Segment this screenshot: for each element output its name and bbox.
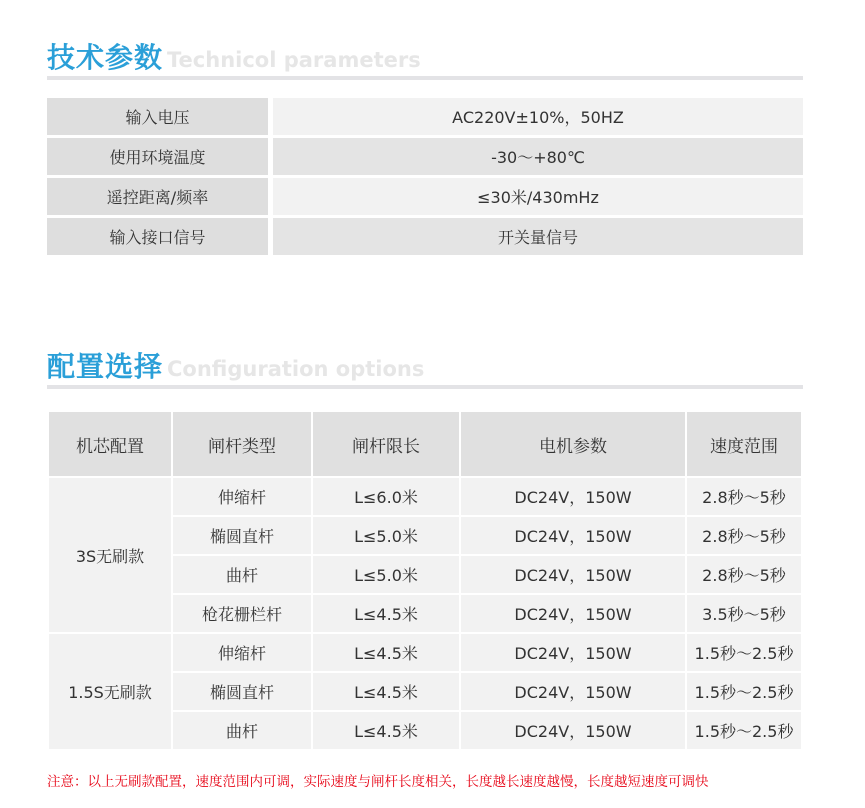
arm-type: 伸缩杆	[172, 477, 312, 516]
param-key: 输入接口信号	[47, 218, 268, 255]
header-core: 机芯配置	[48, 411, 172, 477]
config-title-divider	[47, 385, 803, 389]
speed-range: 1.5秒～2.5秒	[686, 672, 802, 711]
speed-range: 3.5秒～5秒	[686, 594, 802, 633]
header-motor: 电机参数	[460, 411, 686, 477]
table-row	[47, 98, 803, 135]
technical-section-title	[47, 36, 421, 76]
arm-limit: L≤5.0米	[312, 516, 460, 555]
footnote: 注意：以上无刷款配置，速度范围内可调，实际速度与闸杆长度相关，长度越长速度越慢，长度越短速度可调快	[47, 774, 709, 790]
param-key: 输入电压	[47, 98, 268, 135]
technical-title-divider	[47, 76, 803, 80]
param-value: 开关量信号	[268, 218, 803, 255]
technical-title-cn: 技术参数	[47, 41, 164, 74]
motor-param: DC24V，150W	[460, 633, 686, 672]
config-title-cn: 配置选择	[47, 350, 164, 383]
speed-range: 2.8秒～5秒	[686, 555, 802, 594]
config-section-title	[47, 345, 424, 385]
arm-limit: L≤4.5米	[312, 633, 460, 672]
table-row	[48, 477, 802, 516]
arm-limit: L≤4.5米	[312, 711, 460, 750]
param-value: ≤30米/430mHz	[268, 178, 803, 215]
arm-type: 椭圆直杆	[172, 516, 312, 555]
arm-type: 椭圆直杆	[172, 672, 312, 711]
config-title-en: Configuration options	[167, 357, 425, 381]
motor-param: DC24V，150W	[460, 711, 686, 750]
table-row	[47, 178, 803, 215]
arm-type: 曲杆	[172, 711, 312, 750]
arm-type: 枪花栅栏杆	[172, 594, 312, 633]
speed-range: 2.8秒～5秒	[686, 477, 802, 516]
motor-param: DC24V，150W	[460, 672, 686, 711]
motor-param: DC24V，150W	[460, 594, 686, 633]
header-arm-type: 闸杆类型	[172, 411, 312, 477]
speed-range: 1.5秒～2.5秒	[686, 711, 802, 750]
table-row	[47, 138, 803, 175]
motor-param: DC24V，150W	[460, 555, 686, 594]
group-name: 1.5S无刷款	[48, 633, 172, 750]
config-options-table	[47, 410, 803, 751]
arm-limit: L≤5.0米	[312, 555, 460, 594]
technical-title-en: Technicol parameters	[167, 48, 421, 72]
arm-type: 曲杆	[172, 555, 312, 594]
motor-param: DC24V，150W	[460, 516, 686, 555]
arm-type: 伸缩杆	[172, 633, 312, 672]
header-speed: 速度范围	[686, 411, 802, 477]
speed-range: 1.5秒～2.5秒	[686, 633, 802, 672]
technical-params-table	[47, 95, 803, 258]
param-key: 使用环境温度	[47, 138, 268, 175]
motor-param: DC24V，150W	[460, 477, 686, 516]
header-arm-limit: 闸杆限长	[312, 411, 460, 477]
table-header-row	[48, 411, 802, 477]
group-name: 3S无刷款	[48, 477, 172, 633]
param-key: 遥控距离/频率	[47, 178, 268, 215]
table-row	[48, 633, 802, 672]
speed-range: 2.8秒～5秒	[686, 516, 802, 555]
arm-limit: L≤4.5米	[312, 594, 460, 633]
param-value: -30～+80℃	[268, 138, 803, 175]
table-row	[47, 218, 803, 255]
arm-limit: L≤4.5米	[312, 672, 460, 711]
param-value: AC220V±10%，50HZ	[268, 98, 803, 135]
arm-limit: L≤6.0米	[312, 477, 460, 516]
